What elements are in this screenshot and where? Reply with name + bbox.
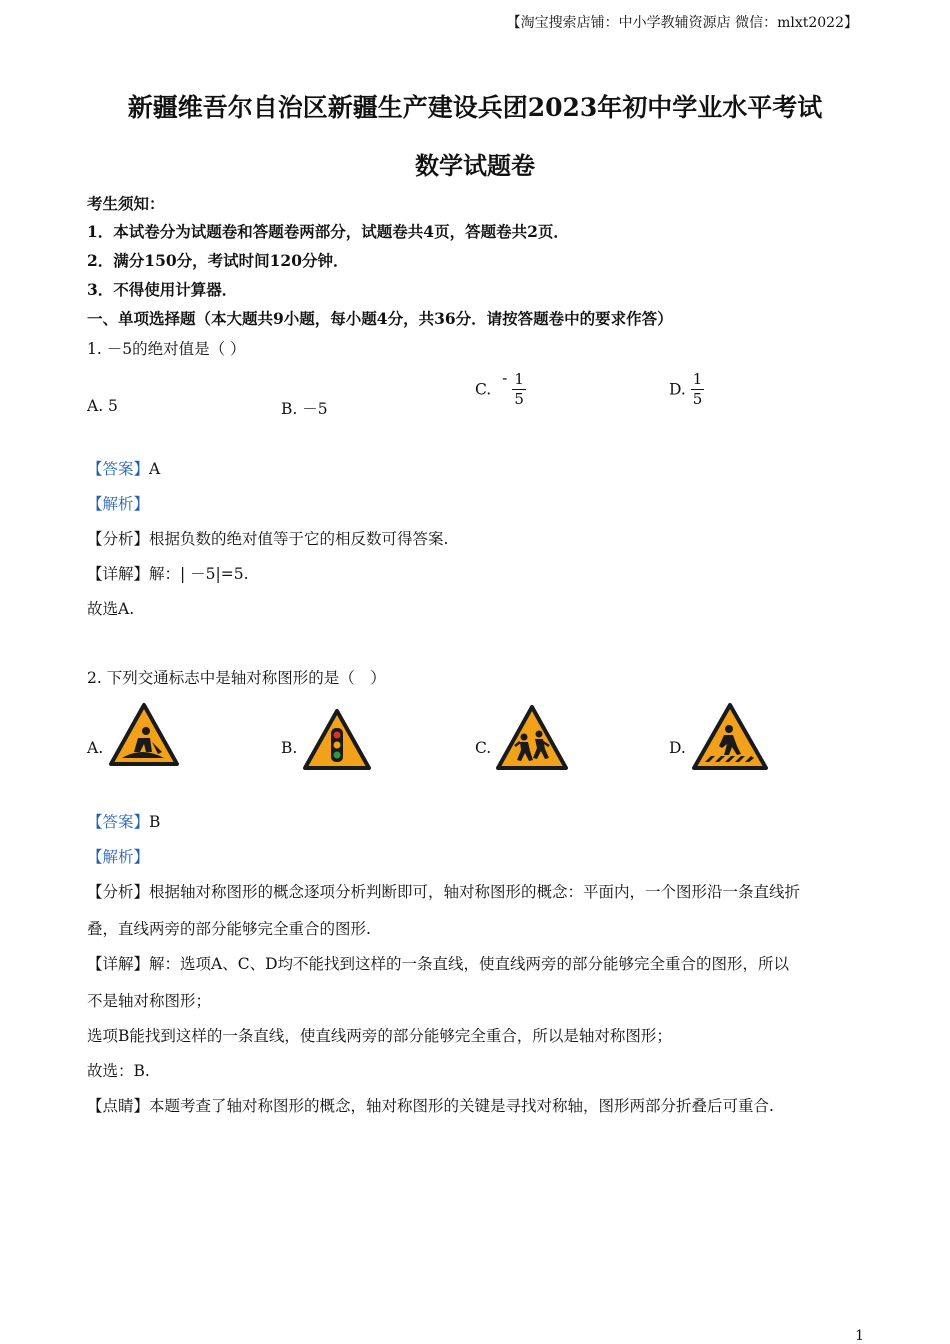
section-heading: 一、单项选择题（本大题共9小题，每小题4分，共36分．请按答题卷中的要求作答） (87, 309, 673, 328)
q1-option-b: B. －5 (281, 400, 328, 418)
dianjing-tag: 【点睛】 (87, 1097, 150, 1115)
q1-option-d (669, 370, 704, 409)
fenxi-tag: 【分析】 (87, 883, 150, 901)
q2-dianjing (87, 1094, 774, 1116)
q1-option-a: A. 5 (87, 397, 118, 415)
q2-xiangjie-3: 选项B能找到这样的一条直线，使直线两旁的部分能够完全重合，所以是轴对称图形； (87, 1027, 672, 1045)
children-crossing-sign-icon (495, 704, 569, 772)
q1-conclusion: 故选A. (87, 600, 135, 618)
xiangjie-tag: 【详解】 (87, 955, 150, 973)
xiangjie-tag: 【详解】 (87, 565, 150, 583)
q2-xiangjie-2: 不是轴对称图形； (87, 992, 212, 1010)
fenxi-text: 根据轴对称图形的概念逐项分析判断即可，轴对称图形的概念：平面内，一个图形沿一条直线折 (149, 883, 801, 901)
q1-option-c-label: C. (475, 380, 492, 399)
q1-option-c-denominator: 5 (514, 390, 524, 408)
pedestrian-crossing-sign-icon (691, 702, 769, 772)
traffic-light-sign-icon (302, 708, 372, 772)
q2-option-c-label: C. (475, 739, 492, 757)
q2-option-d-label: D. (669, 739, 686, 757)
q1-option-c-sign: - (502, 368, 508, 387)
fenxi-tag: 【分析】 (87, 530, 150, 548)
q1-option-d-numerator: 1 (692, 370, 703, 388)
q2-answer (87, 810, 160, 832)
q1-option-d-fraction (691, 370, 705, 409)
q1-fenxi (87, 527, 448, 549)
q2-analysis-tag: 【解析】 (87, 848, 150, 866)
q1-option-c (475, 370, 526, 409)
q1-option-d-denominator: 5 (692, 390, 703, 408)
q1-analysis-tag: 【解析】 (87, 495, 150, 513)
exam-subtitle: 数学试题卷 (415, 151, 535, 180)
q2-option-a-label: A. (87, 739, 104, 757)
q2-xiangjie-1 (87, 952, 789, 974)
q1-option-c-numerator: 1 (514, 370, 524, 388)
notice-heading: 考生须知： (87, 194, 165, 213)
notice-item-1: 1．本试卷分为试题卷和答题卷两部分，试题卷共4页，答题卷共2页． (87, 222, 569, 241)
notice-item-2: 2．满分150分，考试时间120分钟． (87, 251, 349, 270)
answer-tag: 【答案】 (87, 460, 150, 478)
q2-conclusion: 故选：B. (87, 1062, 150, 1080)
q1-option-d-label: D. (669, 380, 686, 399)
answer-value: A (149, 460, 161, 478)
q1-answer (87, 457, 160, 479)
q1-stem: 1. －5的绝对值是（ ） (87, 340, 246, 358)
header-note: 【淘宝搜索店铺：中小学教辅资源店 微信：mlxt2022】 (506, 15, 858, 31)
answer-value: B (149, 813, 161, 831)
dianjing-text: 本题考查了轴对称图形的概念，轴对称图形的关键是寻找对称轴，图形两部分折叠后可重合. (149, 1097, 774, 1115)
xiangjie-text: 解：选项A、C、D均不能找到这样的一条直线，使直线两旁的部分能够完全重合的图形，所以 (149, 955, 789, 973)
q2-fenxi-1 (87, 880, 800, 902)
fenxi-text: 根据负数的绝对值等于它的相反数可得答案. (149, 530, 449, 548)
q2-fenxi-2: 叠，直线两旁的部分能够完全重合的图形. (87, 920, 371, 938)
q1-xiangjie (87, 562, 249, 584)
notice-item-3: 3．不得使用计算器． (87, 280, 238, 299)
q1-option-c-fraction (512, 370, 526, 409)
worker-sign-icon (108, 702, 180, 768)
answer-tag: 【答案】 (87, 813, 150, 831)
exam-title: 新疆维吾尔自治区新疆生产建设兵团2023年初中学业水平考试 (127, 93, 823, 122)
q2-stem: 2. 下列交通标志中是轴对称图形的是（ ） (87, 669, 386, 687)
page-number: 1 (855, 1328, 864, 1344)
xiangjie-text: 解：| －5|=5. (149, 565, 249, 583)
q2-option-b-label: B. (281, 739, 298, 757)
